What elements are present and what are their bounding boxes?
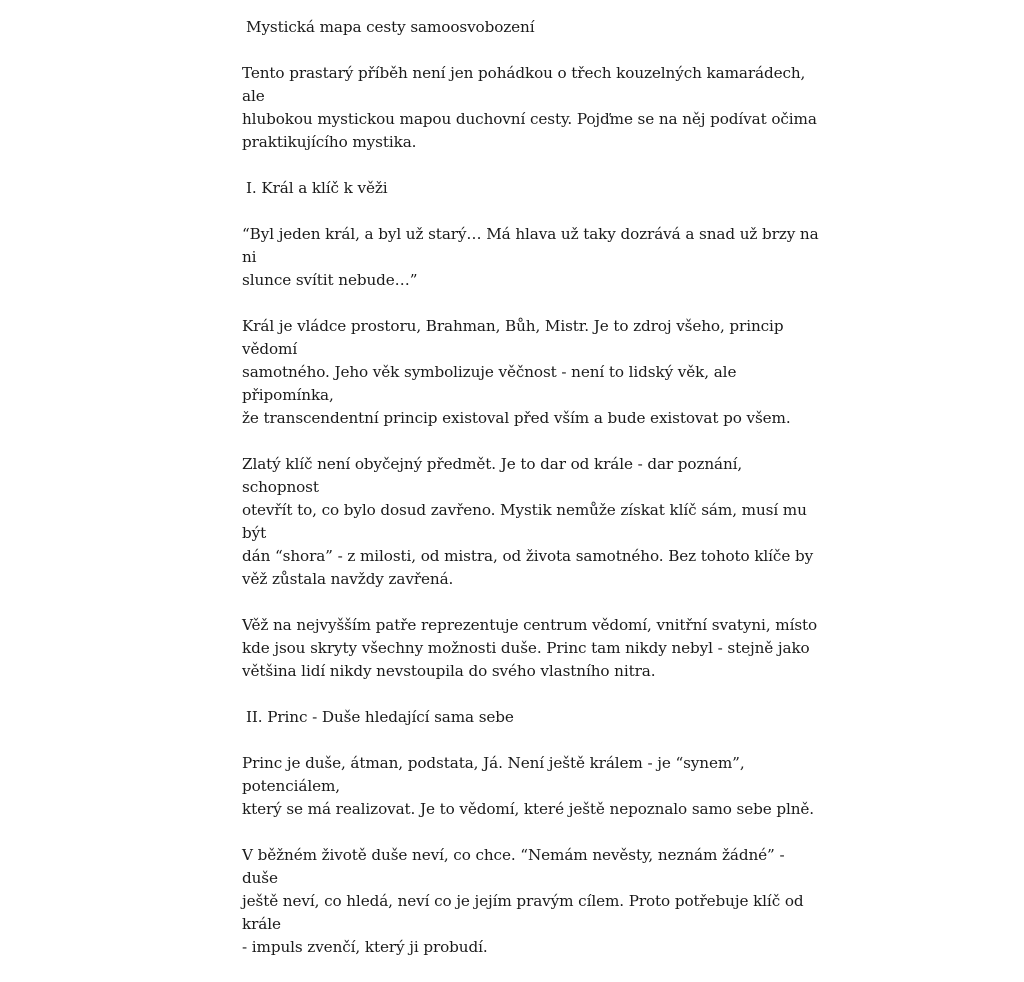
section-heading-text: II. Princ - Duše hledající sama sebe <box>246 708 514 726</box>
section-heading-2 <box>242 706 822 729</box>
tower-paragraph <box>242 614 822 683</box>
text-line: Věž na nejvyšším patře reprezentuje centrum vědomí, vnitřní svatyni, místo <box>242 616 818 634</box>
text-line: Zlatý klíč není obyčejný předmět. Je to dar od krále - dar poznání, schopnost <box>242 455 743 496</box>
text-line: samotného. Jeho věk symbolizuje věčnost - není to lidský věk, ale připomínka, <box>242 363 737 404</box>
section-heading-text: I. Král a klíč k věži <box>246 179 388 197</box>
text-line: kde jsou skryty všechny možnosti duše. Princ tam nikdy nebyl - stejně jako <box>242 639 810 657</box>
text-line: praktikujícího mystika. <box>242 133 417 151</box>
text-line: dán “shora” - z milosti, od mistra, od života samotného. Bez tohoto klíče by <box>242 547 814 565</box>
text-line: Princ je duše, átman, podstata, Já. Není ještě králem - je “synem”, potenciálem, <box>242 754 745 795</box>
text-line: hlubokou mystickou mapou duchovní cesty. Pojďme se na něj podívat očima <box>242 110 817 128</box>
text-line: který se má realizovat. Je to vědomí, které ještě nepoznalo samo sebe plně. <box>242 800 815 818</box>
text-line: ještě neví, co hledá, neví co je jejím pravým cílem. Proto potřebuje klíč od krále <box>242 892 804 933</box>
text-line: věž zůstala navždy zavřená. <box>242 570 454 588</box>
text-line: - impuls zvenčí, který ji probudí. <box>242 938 488 956</box>
soul-paragraph <box>242 844 822 959</box>
text-line: Král je vládce prostoru, Brahman, Bůh, Mistr. Je to zdroj všeho, princip vědomí <box>242 317 784 358</box>
intro-paragraph <box>242 62 822 154</box>
section-heading-1 <box>242 177 822 200</box>
text-line: V běžném životě duše neví, co chce. “Nemám nevěsty, neznám žádné” - duše <box>242 846 785 887</box>
document-title <box>242 16 822 39</box>
text-line: většina lidí nikdy nevstoupila do svého vlastního nitra. <box>242 662 656 680</box>
key-paragraph <box>242 453 822 591</box>
text-line: že transcendentní princip existoval před vším a bude existovat po všem. <box>242 409 791 427</box>
text-line: Tento prastarý příběh není jen pohádkou o třech kouzelných kamarádech, ale <box>242 64 806 105</box>
quote-paragraph <box>242 223 822 292</box>
title-text: Mystická mapa cesty samoosvobození <box>246 18 535 36</box>
king-paragraph <box>242 315 822 430</box>
text-line: slunce svítit nebude…” <box>242 271 418 289</box>
document-page <box>242 16 822 982</box>
prince-paragraph <box>242 752 822 821</box>
text-line: otevřít to, co bylo dosud zavřeno. Mystik nemůže získat klíč sám, musí mu být <box>242 501 807 542</box>
text-line: “Byl jeden král, a byl už starý… Má hlava už taky dozrává a snad už brzy na ni <box>242 225 819 266</box>
